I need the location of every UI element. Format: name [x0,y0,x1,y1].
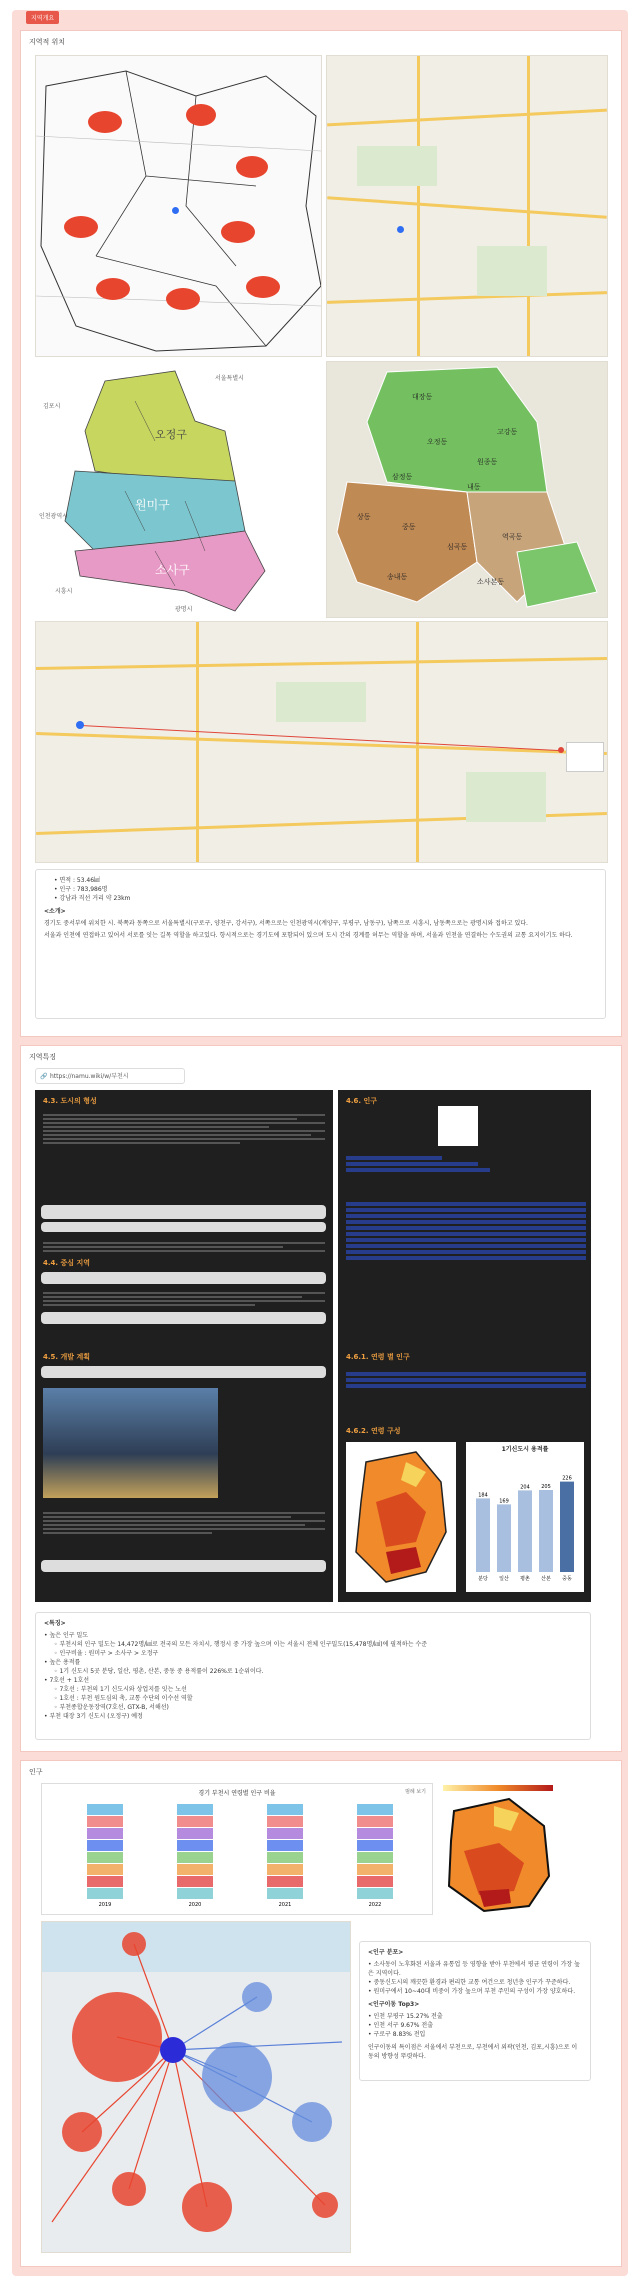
redacted-block-3 [41,1272,326,1284]
age-segment [267,1852,303,1863]
age-segment [267,1816,303,1827]
features-link[interactable] [35,1068,185,1084]
population-bars-3 [346,1370,586,1390]
migration-top-2: • 인천 서구 9.67% 전출 [368,2022,434,2029]
density-value-label: 169 [499,1498,509,1505]
migration-circle-3 [242,1982,272,2012]
age-segment [357,1840,393,1851]
population-bars-2 [346,1200,586,1262]
dong-label-songnae: 송내동 [387,573,408,581]
feature-b2: • 높은 용적률 [44,1659,81,1666]
distance-text: • 강남과 직선 거리 약 23km [54,895,131,902]
gu-label-ojeong: 오정구 [155,428,187,441]
end-pin-icon [558,747,564,753]
district-circle-3 [236,156,268,178]
dong-label-simgok: 심곡동 [447,543,468,551]
location-pin-icon [171,206,180,215]
age-segment [357,1888,393,1899]
population-choropleth [346,1442,456,1592]
age-segment [177,1828,213,1839]
redacted-block-5 [41,1366,326,1378]
dong-label-gochang: 고강동 [497,428,518,436]
location-title: 지역적 위치 [29,38,66,46]
bucheon-emblem [438,1106,478,1146]
migration-circle-6 [122,1932,146,1956]
dong-label-wonjong: 원종동 [477,458,498,466]
district-circle-1 [88,111,122,133]
district-circle-6 [96,278,130,300]
age-segment [357,1876,393,1887]
location-info-box [35,869,606,1019]
gu-label-seoul: 서울특별시 [215,375,244,382]
density-category-label: 평촌 [520,1576,530,1582]
dong-label-samjeong: 삼정동 [392,473,413,481]
feature-b4: • 부천 대장 3기 신도시 (오정구) 예정 [44,1713,143,1720]
feature-b3b: ◦ 1호선 : 부천 원도심의 축, 교통 수단의 이수선 역할 [54,1695,193,1702]
gu-label-siheung: 시흥시 [55,588,73,595]
density-category-label: 분당 [478,1576,488,1582]
density-category-label: 일산 [499,1576,509,1582]
section-title-development: 4.5. 개발 계획 [43,1353,90,1361]
pop-dist-1: • 소사동이 노후화된 서울과 유통업 등 영향을 받아 부천에서 평균 연령이 가장 높은 지역이다. [368,1961,580,1977]
age-segment [87,1888,123,1899]
density-bars [466,1442,584,1592]
age-segment [87,1876,123,1887]
population-heatmap [439,1783,559,1913]
age-segment [177,1816,213,1827]
district-circle-5 [221,221,255,243]
dong-label-yeokgok: 역곡동 [502,533,523,541]
district-map-boundaries [36,56,321,356]
dong-map [326,361,608,618]
migration-circle-1 [72,1992,162,2082]
street-map [326,55,608,357]
dong-label-sangdong: 상동 [357,513,371,521]
age-segment [267,1828,303,1839]
age-segment [87,1828,123,1839]
age-segment [177,1888,213,1899]
redacted-block-4 [41,1312,326,1324]
density-value-label: 204 [520,1484,530,1491]
summary-title: <소개> [44,908,66,915]
age-segment [177,1876,213,1887]
feature-b1a: ◦ 부천시의 인구 밀도는 14,472명/㎢로 전국의 모든 자치시, 행정시 중 가장 높으며 이는 서울시 전체 인구밀도(15,478명/㎢)에 필적하는 수준 [54,1641,427,1648]
age-segment [87,1840,123,1851]
migration-map [41,1921,351,2253]
age-segment [267,1876,303,1887]
density-category-label: 산본 [541,1576,551,1582]
features-title-text: <특징> [44,1620,66,1627]
district-circle-4 [64,216,98,238]
feature-b3a: ◦ 7호선 : 부천의 1기 신도시와 상업지를 잇는 노선 [54,1686,187,1693]
start-pin-icon [76,721,84,729]
population-info-box [359,1941,591,2081]
age-segment [177,1804,213,1815]
age-segment [87,1864,123,1875]
gu-label-incheon: 인천광역시 [39,513,68,520]
age-segment [357,1804,393,1815]
region-overview-badge: 지역개요 [26,11,59,24]
age-segment [357,1828,393,1839]
age-segment [177,1852,213,1863]
age-segment [267,1888,303,1899]
redacted-block-2 [41,1222,326,1232]
area-text: • 면적 : 53.46㎢ [54,877,101,884]
density-bar-chart [466,1442,584,1592]
age-segment [357,1852,393,1863]
section-title-population: 4.6. 인구 [346,1097,378,1105]
migration-circle-8 [292,2102,332,2142]
dong-label-naedong: 내동 [467,483,481,491]
wiki-right-column [338,1090,591,1602]
migration-circle-5 [62,2112,102,2152]
density-chart-title: 1기신도시 용적률 [501,1446,549,1453]
feature-b2a: ◦ 1기 신도시 5곳 분당, 일산, 평촌, 산본, 중동 중 용적률이 226%로 1순위이다. [54,1668,264,1675]
distance-map [35,621,608,863]
wiki-left-column [35,1090,333,1602]
district-circle-2 [186,104,216,126]
age-segment [267,1804,303,1815]
features-title: 지역특징 [29,1053,57,1061]
age-segment [177,1840,213,1851]
feature-b3: • 7호선 + 1호선 [44,1677,90,1684]
age-category-label: 2019 [98,1902,112,1908]
bucheon-center-circle [160,2037,186,2063]
migration-top-title: <인구이동 Top3> [368,2001,420,2008]
section-title-city-formation: 4.3. 도시의 형성 [43,1097,97,1105]
legend-button[interactable]: 범례 보기 [405,1789,426,1795]
age-segment [357,1864,393,1875]
migration-circle-4 [182,2182,232,2232]
age-segment [357,1816,393,1827]
section-title-age-composition: 4.6.2. 연령 구성 [346,1427,401,1435]
age-segment [267,1840,303,1851]
age-segment [87,1804,123,1815]
gu-map [35,361,320,616]
density-value-label: 205 [541,1484,551,1490]
gu-label-gimpo: 김포시 [43,403,61,410]
age-segment [267,1864,303,1875]
density-bar [539,1490,553,1572]
dong-label-ojeong: 오정동 [427,438,448,446]
region-overview-card [12,10,628,2276]
district-circle-8 [246,276,280,298]
summary-para-2: 서울과 인천에 연접하고 있어서 서로를 잇는 길목 역할을 하고있다. 항시적으로는 경기도에 포함되어 있으며 도시 간의 경계를 허무는 역할을 하며, 서울과 인천을 연결하는 수도권의 교통 요지이기도 하다. [44,932,573,939]
features-panel [20,1045,622,1752]
feature-b1b: ◦ 인구비율 : 원미구 > 소사구 > 오정구 [54,1650,159,1657]
gu-label-wonmi: 원미구 [135,498,170,512]
population-title: 인구 [29,1768,43,1776]
section-title-central: 4.4. 중심 지역 [43,1259,90,1267]
redacted-block-6 [41,1560,326,1572]
population-panel [20,1760,622,2267]
gu-label-sosa: 소사구 [155,563,190,577]
age-category-label: 2021 [278,1902,292,1908]
age-segment [87,1816,123,1827]
summary-para-1: 경기도 중서부에 위치한 시. 북쪽과 동쪽으로 서울특별시(구로구, 양천구, 강서구), 서쪽으로는 인천광역시(계양구, 부평구, 남동구), 남쪽으로 시흥시, 남동쪽으로는 광명시와 접하고 있다. [44,920,528,927]
district-map [35,55,322,357]
district-circle-7 [166,288,200,310]
density-bar [518,1490,532,1572]
density-bar [476,1498,490,1572]
density-value-label: 226 [562,1475,572,1482]
feature-b1: • 높은 인구 밀도 [44,1632,89,1639]
age-ratio-chart-title: 경기 부천시 연령별 인구 비율 [198,1790,276,1797]
map-pin-icon [397,226,404,233]
migration-top-1: • 인천 부평구 15.27% 전출 [368,2013,443,2020]
population-bars-1 [346,1154,586,1174]
migration-circle-9 [312,2192,338,2218]
pop-dist-2: • 중동신도시의 깨끗한 환경과 편리한 교통 여건으로 청년층 인구가 꾸준하다. [368,1979,571,1986]
development-rendering [43,1388,218,1498]
features-info-box [35,1612,591,1740]
density-bar [560,1482,574,1572]
migration-note: 인구이동의 특이점은 서울에서 부천으로, 부천에서 외곽(인천, 김포,시흥)으로 이동의 방향성 뚜렷하다. [368,2044,578,2060]
age-category-label: 2022 [368,1902,382,1908]
dong-label-daejang: 대장동 [412,393,433,401]
density-category-label: 중동 [562,1576,572,1582]
dong-label-sosa: 소사본동 [477,578,505,586]
migration-top-3: • 구로구 8.83% 전입 [368,2031,426,2038]
density-value-label: 184 [478,1492,488,1499]
section-title-age-population: 4.6.1. 연령 별 인구 [346,1353,410,1361]
age-ratio-bars [42,1784,432,1914]
age-ratio-chart [41,1783,433,1915]
location-panel [20,30,622,1037]
age-segment [87,1852,123,1863]
migration-circle-2 [202,2042,272,2112]
pop-dist-3: • 원미구에서 10~40대 비중이 가장 높으며 부천 주민의 구성이 가장 양호하다. [368,1988,576,1995]
population-text: • 인구 : 783,986명 [54,886,108,893]
feature-b3c: ◦ 부천종합운동장역(7호선, GTX-B, 서해선) [54,1704,169,1711]
features-link-text: https://namu.wiki/w/부천시 [50,1073,129,1080]
redacted-block-1 [41,1205,326,1219]
distance-popup [566,742,604,772]
pop-dist-title: <인구 분포> [368,1949,404,1956]
age-segment [177,1864,213,1875]
density-bar [497,1504,511,1572]
migration-circle-7 [112,2172,146,2206]
age-category-label: 2020 [188,1902,202,1908]
link-icon: 🔗 [40,1073,48,1080]
dong-label-jungdong: 중동 [402,523,416,531]
gu-label-gwangmyeong: 광명시 [175,606,193,613]
